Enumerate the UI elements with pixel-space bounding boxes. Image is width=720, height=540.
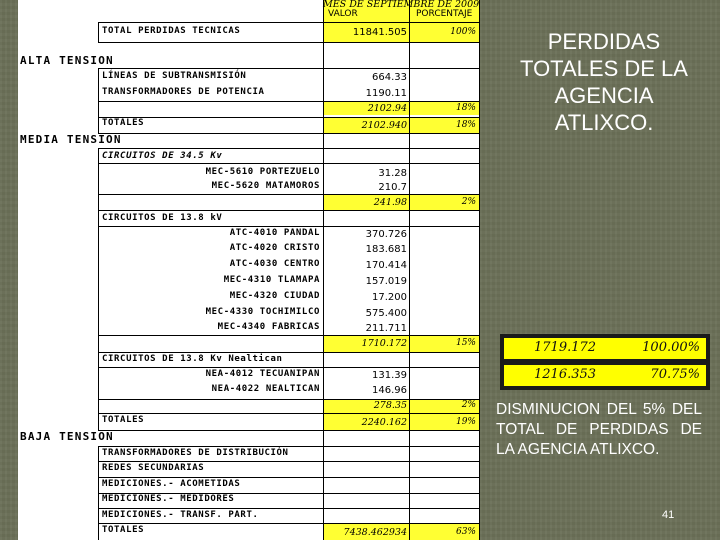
mt-circuit-valor: 370.726 <box>365 229 407 240</box>
alta-item-valor: 664.33 <box>372 72 407 83</box>
mt-g3-subtotal-valor: 278.35 <box>373 400 407 411</box>
mt-circuit-label: MEC-5610 PORTEZUELO <box>205 167 320 177</box>
mt-circuit-valor: 210.7 <box>378 182 407 193</box>
loss-spreadsheet <box>18 0 480 540</box>
mt-circuit-valor: 17.200 <box>372 292 407 303</box>
alta-totales-label: TOTALES <box>102 118 145 128</box>
alta-item-label: LÍNEAS DE SUBTRANSMISIÓN <box>102 71 247 81</box>
mt-circuit-label: MEC-4320 CIUDAD <box>229 291 320 301</box>
bt-item-label: MEDICIONES.- MEDIDORES <box>102 494 235 504</box>
mt-circuit-valor: 183.681 <box>365 244 407 255</box>
alta-tension-title: ALTA TENSION <box>20 54 114 67</box>
page-number: 41 <box>662 509 675 521</box>
summary-box <box>500 334 710 390</box>
mt-circuit-label: ATC-4030 CENTRO <box>229 259 320 269</box>
bt-item-label: MEDICIONES.- ACOMETIDAS <box>102 479 241 489</box>
summary-row <box>504 338 706 359</box>
slide-title <box>488 28 720 136</box>
media-tension-title: MEDIA TENSION <box>20 133 122 146</box>
mt-circuit-valor: 211.711 <box>365 323 407 334</box>
mt-circuit-valor: 575.400 <box>365 308 407 319</box>
mt-group1-label: CIRCUITOS DE 34.5 Kv <box>102 151 223 161</box>
mt-g2-subtotal-valor: 1710.172 <box>361 338 407 349</box>
alta-totales-valor: 2102.940 <box>361 120 407 131</box>
bt-totales-pct: 63% <box>455 527 476 537</box>
mt-circuit-label: ATC-4010 PANDAL <box>229 228 320 238</box>
mt-g1-subtotal-pct: 2% <box>461 197 476 207</box>
mt-circuit-label: MEC-4310 TLAMAPA <box>223 275 320 285</box>
summary-valor: 1216.353 <box>534 367 597 382</box>
col-porcentaje-header: PORCENTAJE <box>416 9 473 19</box>
summary-valor: 1719.172 <box>534 340 597 355</box>
mt-circuit-label: MEC-5620 MATAMOROS <box>211 181 320 191</box>
summary-pct: 100.00% <box>642 340 700 355</box>
alta-item-label: TRANSFORMADORES DE POTENCIA <box>102 87 265 97</box>
mt-group3-label: CIRCUITOS DE 13.8 Kv Nealtican <box>102 354 283 364</box>
total-perdidas-valor: 11841.505 <box>352 27 407 38</box>
mt-g1-subtotal-valor: 241.98 <box>373 197 407 208</box>
title-line: AGENCIA <box>554 83 654 108</box>
title-line: ATLIXCO. <box>554 110 654 135</box>
summary-pct: 70.75% <box>650 367 700 382</box>
title-line: PERDIDAS <box>547 29 661 54</box>
mt-circuit-valor: 31.28 <box>378 168 407 179</box>
mt-totales-pct: 19% <box>455 417 476 427</box>
bt-totales-valor: 7438.462934 <box>343 527 407 538</box>
col-valor-header: VALOR <box>328 9 358 19</box>
mt-totales-valor: 2240.162 <box>361 417 407 428</box>
mt-group2-label: CIRCUITOS DE 13.8 kV <box>102 213 223 223</box>
mt-circuit-valor: 157.019 <box>365 276 407 287</box>
mt-circuit-label: NEA-4012 TECUANIPAN <box>205 369 320 379</box>
mt-g3-subtotal-pct: 2% <box>461 400 476 410</box>
alta-subtotal-valor: 2102.94 <box>367 103 407 114</box>
bt-item-label: TRANSFORMADORES DE DISTRIBUCIÓN <box>102 448 289 458</box>
mt-circuit-valor: 146.96 <box>372 385 407 396</box>
month-header: MES DE SEPTIEMBRE DE 2009 <box>323 0 480 10</box>
baja-tension-title: BAJA TENSION <box>20 430 114 443</box>
mt-circuit-label: MEC-4330 TOCHIMILCO <box>205 307 320 317</box>
alta-item-valor: 1190.11 <box>365 88 407 99</box>
bt-item-label: REDES SECUNDARIAS <box>102 463 205 473</box>
alta-subtotal-pct: 18% <box>455 103 476 113</box>
total-perdidas-label: TOTAL PERDIDAS TECNICAS <box>102 26 241 36</box>
mt-totales-label: TOTALES <box>102 415 145 425</box>
bt-item-label: MEDICIONES.- TRANSF. PART. <box>102 510 259 520</box>
alta-totales-pct: 18% <box>455 120 476 130</box>
mt-circuit-label: NEA-4022 NEALTICAN <box>211 384 320 394</box>
mt-circuit-label: MEC-4340 FABRICAS <box>217 322 320 332</box>
total-perdidas-pct: 100% <box>450 27 476 37</box>
mt-circuit-valor: 131.39 <box>372 370 407 381</box>
mt-circuit-valor: 170.414 <box>365 260 407 271</box>
summary-row <box>504 365 706 386</box>
mt-g2-subtotal-pct: 15% <box>455 338 476 348</box>
mt-circuit-label: ATC-4020 CRISTO <box>229 243 320 253</box>
title-line: TOTALES DE LA <box>520 56 688 81</box>
bt-totales-label: TOTALES <box>102 525 145 535</box>
reduction-note: DISMINUCION DEL 5% DEL TOTAL DE PERDIDAS DE LA AGENCIA ATLIXCO. <box>496 401 702 458</box>
